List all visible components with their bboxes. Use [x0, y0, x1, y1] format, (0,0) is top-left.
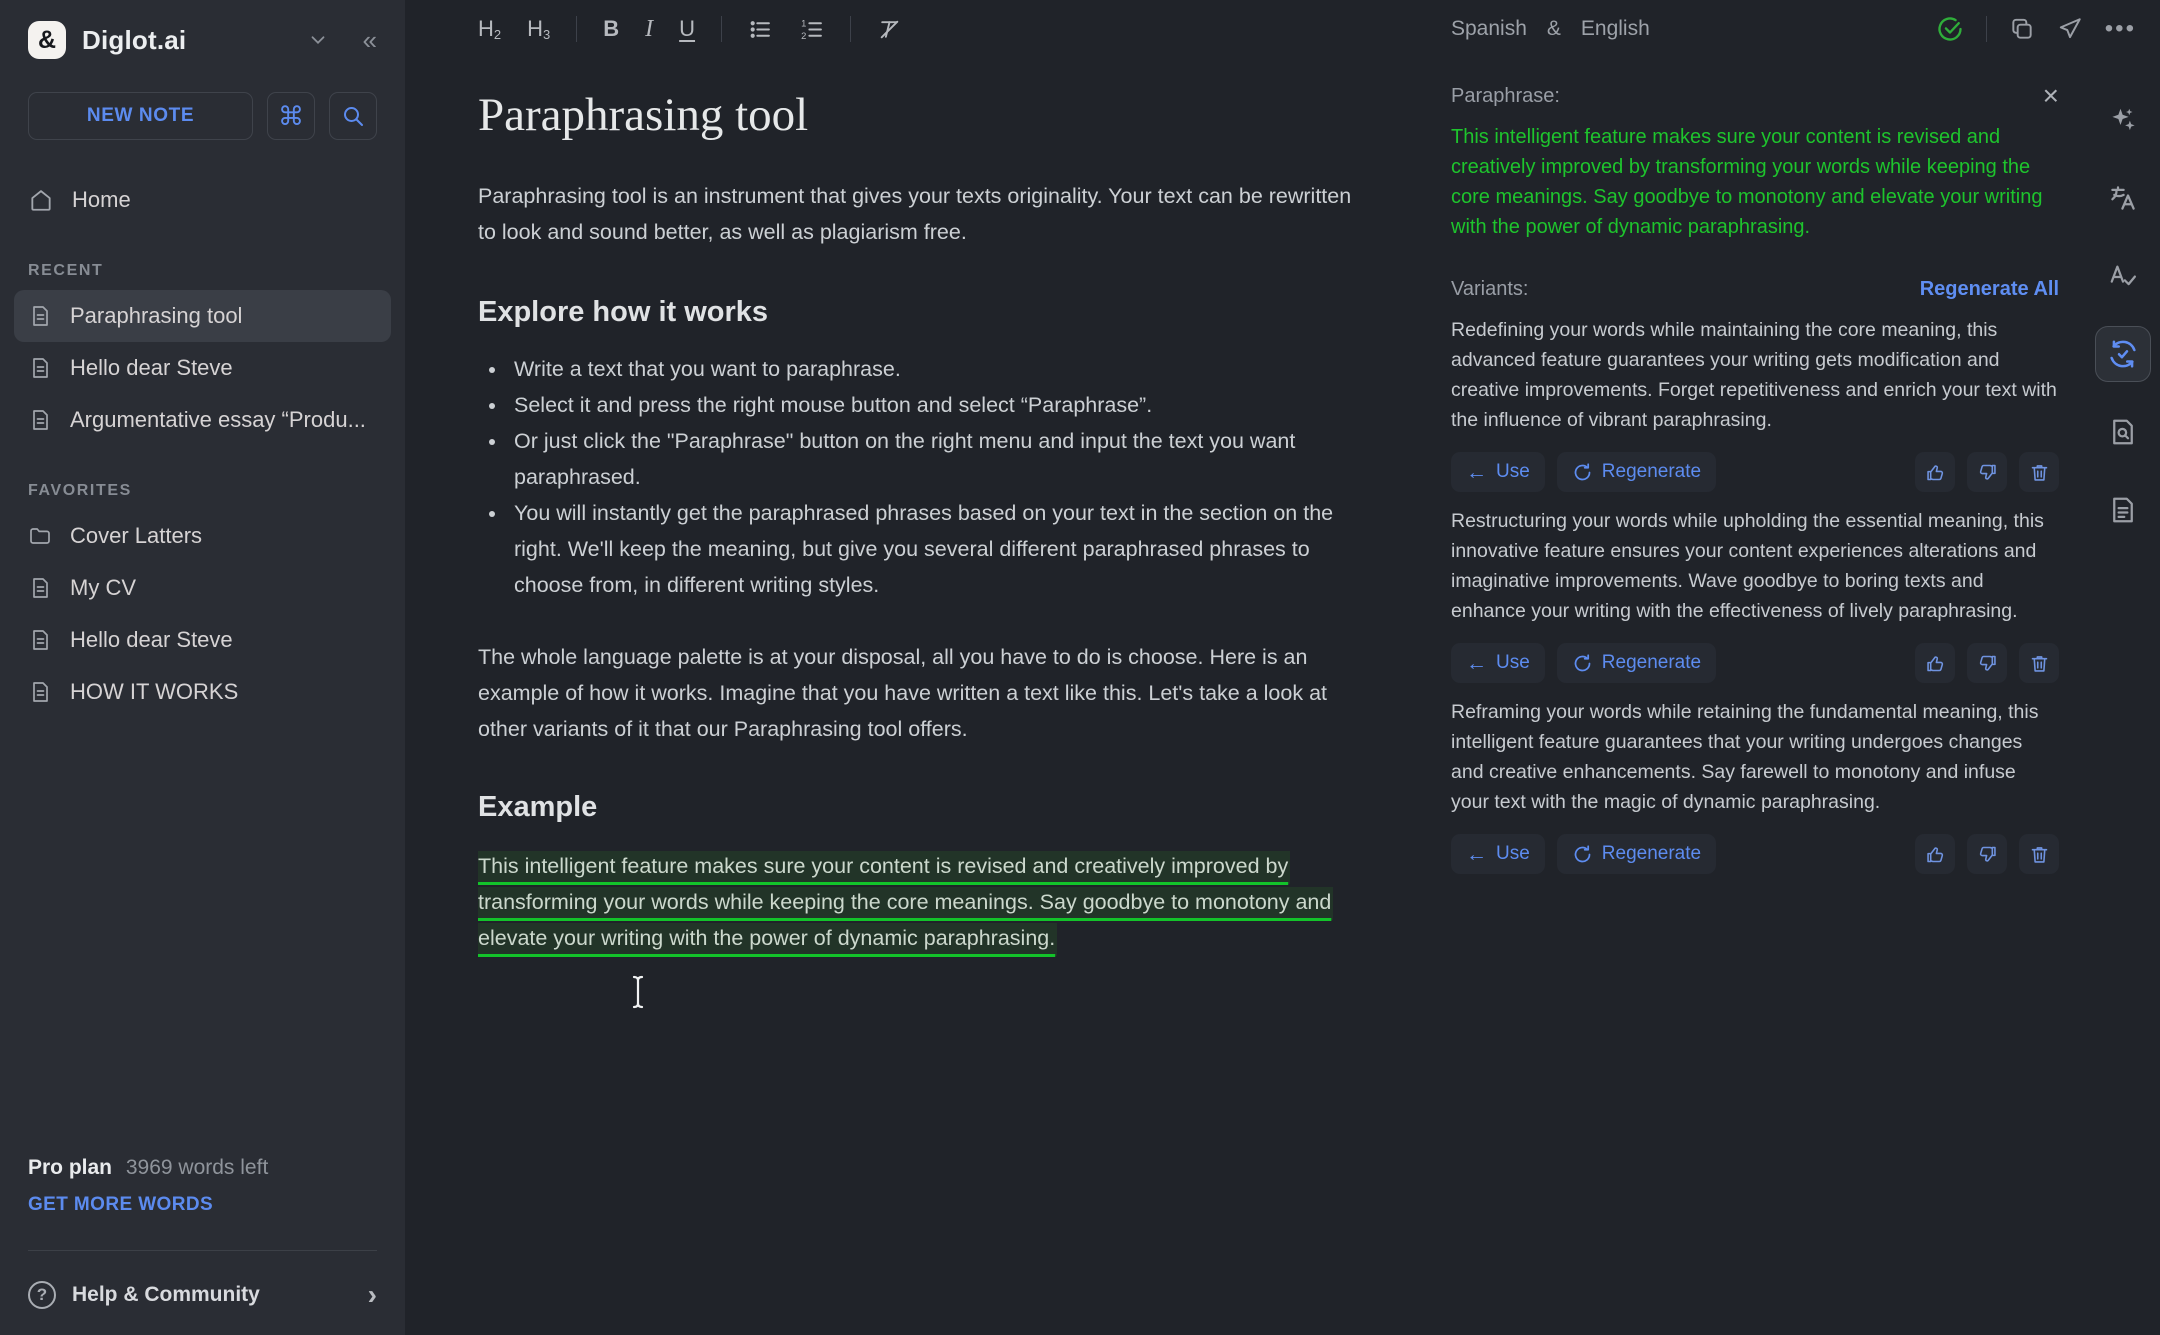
- use-button[interactable]: ← Use: [1451, 452, 1545, 492]
- heading2-button[interactable]: H $_2$: [478, 16, 502, 42]
- trash-icon: [2029, 462, 2050, 483]
- source-language: Spanish: [1451, 17, 1527, 40]
- how-it-works-list: [478, 351, 1360, 603]
- example-heading: Example: [478, 791, 598, 823]
- variant-card: [1451, 315, 2059, 492]
- favorites-section-label: FAVORITES: [28, 482, 132, 499]
- list-item: • Write a text that you want to paraphrase.: [508, 351, 1360, 387]
- use-button[interactable]: ← Use: [1451, 834, 1545, 874]
- doc-search-icon[interactable]: [2095, 404, 2151, 460]
- more-icon[interactable]: •••: [2104, 15, 2136, 42]
- spellcheck-icon[interactable]: [2095, 248, 2151, 304]
- svg-text:1: 1: [801, 17, 807, 28]
- trash-icon: [2029, 844, 2050, 865]
- variants-label: Variants:: [1451, 278, 1529, 300]
- variant-text: Reframing your words while retaining the fundamental meaning, this intelligent feature guarantees that your writing undergoes changes and creative enhancements. Say farewell to monotony and infuse your text with the magic of dynamic paraphrasing.: [1451, 701, 2039, 813]
- sidebar-item-hello-dear-steve-2[interactable]: [14, 614, 391, 666]
- document-icon: [28, 304, 52, 328]
- delete-variant-button[interactable]: [2019, 452, 2059, 492]
- chevron-right-icon: ›: [367, 1279, 377, 1310]
- app-logo: [28, 21, 66, 59]
- underline-button[interactable]: U: [679, 16, 696, 41]
- translate-icon[interactable]: [2095, 170, 2151, 226]
- sidebar-item-cover-latters[interactable]: [14, 510, 391, 562]
- document-icon: [28, 356, 52, 380]
- bullet-list-icon[interactable]: [748, 17, 773, 42]
- arrow-left-icon: ←: [1466, 842, 1487, 866]
- toolbar-divider: [576, 16, 577, 42]
- sidebar-item-my-cv[interactable]: [14, 562, 391, 614]
- list-item: • Or just click the "Paraphrase" button on the right menu and input the text you want paraphrased.: [508, 423, 1360, 495]
- italic-button[interactable]: I: [645, 15, 654, 42]
- app-name: Diglot.ai: [82, 24, 187, 55]
- collapse-sidebar-icon[interactable]: «: [362, 25, 377, 55]
- document-icon[interactable]: [2095, 482, 2151, 538]
- paraphrase-source-text: This intelligent feature makes sure your content is revised and creatively improved by transforming your words while keeping the core meanings. Say goodbye to monotony and elevate your writing with the power of dynamic paraphrasing.: [1451, 126, 2043, 238]
- list-item: • Select it and press the right mouse button and select “Paraphrase”.: [508, 387, 1360, 423]
- document-icon: [28, 680, 52, 704]
- copy-icon[interactable]: [2009, 16, 2035, 42]
- format-toolbar: [478, 16, 902, 43]
- sidebar-divider: [28, 1250, 377, 1251]
- thumbs-down-button[interactable]: [1967, 643, 2007, 683]
- delete-variant-button[interactable]: [2019, 834, 2059, 874]
- variant-text: Redefining your words while maintaining the core meaning, this advanced feature guarantees your writing gets modification and creative improvements. Forget repetitiveness and enrich your text with the influence of vibrant paraphrasing.: [1451, 319, 2057, 431]
- close-icon[interactable]: ×: [2042, 80, 2059, 111]
- help-label: Help & Community: [72, 1283, 260, 1306]
- thumbs-down-icon: [1977, 844, 1998, 865]
- target-language: English: [1580, 17, 1650, 40]
- list-item: • You will instantly get the paraphrased phrases based on your text in the section on the right. We'll keep the meaning, but give you several different paraphrased phrases to choose from, in different writing styles.: [508, 495, 1360, 603]
- sidebar-item-label: Home: [72, 187, 131, 212]
- toolbar-divider: [721, 16, 722, 42]
- document-icon: [28, 576, 52, 600]
- sidebar-item-label: Argumentative essay “Produ...: [70, 407, 366, 432]
- folder-icon: [28, 524, 52, 548]
- thumbs-up-button[interactable]: [1915, 452, 1955, 492]
- plan-name: Pro plan: [28, 1156, 113, 1179]
- variant-text: Restructuring your words while upholding the essential meaning, this innovative feature ensures your content experiences alterations and imaginative improvements. Wave goodbye to boring texts and enhance your writing with the effectiveness of lively paraphrasing.: [1451, 510, 2044, 622]
- highlighted-example-text[interactable]: This intelligent feature makes sure your content is revised and creatively improved by transforming your words while keeping the core meanings. Say goodbye to monotony and elevate your writing with the power of dynamic paraphrasing.: [478, 851, 1333, 956]
- sidebar-item-argumentative-essay[interactable]: [14, 394, 391, 446]
- sidebar-item-label: Cover Latters: [70, 523, 203, 548]
- svg-text:2: 2: [801, 30, 807, 41]
- sidebar-item-paraphrasing-tool[interactable]: [14, 290, 391, 342]
- send-icon[interactable]: [2057, 16, 2083, 42]
- paraphrase-tool-icon[interactable]: [2095, 326, 2151, 382]
- palette-paragraph: The whole language palette is at your disposal, all you have to do is choose. Here is an example of how it works. Imagine that you have written a text like this. Let's take a look at other variants of it that our Paraphrasing tool offers.: [478, 645, 1327, 741]
- variant-card: [1451, 697, 2059, 874]
- question-icon: ?: [28, 1281, 56, 1309]
- chevron-down-icon[interactable]: [307, 29, 329, 51]
- clear-formatting-icon[interactable]: [877, 17, 902, 42]
- arrow-left-icon: ←: [1466, 651, 1487, 675]
- intro-paragraph: Paraphrasing tool is an instrument that gives your texts originality. Your text can be rewritten to look and sound better, as well as plagiarism free.: [478, 184, 1352, 244]
- sidebar-item-label: Paraphrasing tool: [70, 303, 243, 328]
- logo-glyph: &: [37, 25, 57, 54]
- thumbs-up-button[interactable]: [1915, 834, 1955, 874]
- regenerate-button[interactable]: Regenerate: [1557, 452, 1716, 492]
- thumbs-up-button[interactable]: [1915, 643, 1955, 683]
- paraphrase-panel: [1430, 58, 2085, 1335]
- language-amp: &: [1546, 17, 1561, 40]
- sparkles-icon[interactable]: [2095, 92, 2151, 148]
- delete-variant-button[interactable]: [2019, 643, 2059, 683]
- topbar-divider: [1986, 16, 1987, 42]
- thumbs-up-icon: [1925, 653, 1946, 674]
- recent-section-label: RECENT: [28, 262, 104, 279]
- sidebar-item-label: HOW IT WORKS: [70, 679, 239, 704]
- thumbs-down-icon: [1977, 462, 1998, 483]
- text-cursor: [630, 974, 646, 1010]
- plan-status: [28, 1156, 377, 1180]
- document-icon: [28, 408, 52, 432]
- numbered-list-icon[interactable]: [799, 17, 824, 42]
- thumbs-down-button[interactable]: [1967, 452, 2007, 492]
- app-header: [28, 18, 377, 62]
- sidebar-item-hello-dear-steve[interactable]: [14, 342, 391, 394]
- bold-button[interactable]: B: [603, 16, 620, 41]
- toolbar-divider: [850, 16, 851, 42]
- home-icon: [28, 187, 54, 213]
- get-more-words-link[interactable]: GET MORE WORDS: [28, 1194, 214, 1215]
- heading3-button[interactable]: H $_3$: [527, 16, 551, 42]
- use-button[interactable]: ← Use: [1451, 643, 1545, 683]
- sidebar-item-home[interactable]: [14, 174, 391, 226]
- sidebar-item-label: Hello dear Steve: [70, 355, 233, 380]
- regenerate-button[interactable]: Regenerate: [1557, 834, 1716, 874]
- sidebar: [0, 0, 405, 1335]
- how-it-works-heading: Explore how it works: [478, 296, 769, 328]
- regenerate-button[interactable]: Regenerate: [1557, 643, 1716, 683]
- help-community-button[interactable]: [28, 1281, 377, 1309]
- plan-words-left: 3969 words left: [125, 1156, 269, 1179]
- check-circle-icon: [1936, 15, 1964, 43]
- thumbs-up-icon: [1925, 844, 1946, 865]
- new-note-button[interactable]: NEW NOTE: [28, 92, 253, 140]
- arrow-left-icon: ←: [1466, 460, 1487, 484]
- search-button[interactable]: [329, 92, 377, 140]
- variant-card: [1451, 506, 2059, 683]
- example-paragraph[interactable]: [478, 848, 1353, 956]
- regenerate-all-link[interactable]: Regenerate All: [1919, 278, 2059, 300]
- thumbs-down-button[interactable]: [1967, 834, 2007, 874]
- editor[interactable]: [405, 58, 1430, 1335]
- paraphrase-label: Paraphrase:: [1451, 84, 1560, 107]
- thumbs-up-icon: [1925, 462, 1946, 483]
- language-pair[interactable]: [1451, 17, 1650, 41]
- command-shortcut-button[interactable]: [267, 92, 315, 140]
- refresh-icon: [1572, 462, 1593, 483]
- refresh-icon: [1572, 844, 1593, 865]
- search-icon: [341, 104, 365, 128]
- refresh-icon: [1572, 653, 1593, 674]
- tools-rail: [2085, 58, 2160, 1335]
- sidebar-item-how-it-works[interactable]: [14, 666, 391, 718]
- thumbs-down-icon: [1977, 653, 1998, 674]
- sidebar-item-label: Hello dear Steve: [70, 627, 233, 652]
- sidebar-item-label: My CV: [70, 575, 136, 600]
- trash-icon: [2029, 653, 2050, 674]
- topbar: [405, 0, 2160, 58]
- document-icon: [28, 628, 52, 652]
- cmd-icon: ⌘: [278, 100, 304, 131]
- page-title: Paraphrasing tool: [478, 89, 809, 141]
- topbar-right: [1430, 15, 2160, 43]
